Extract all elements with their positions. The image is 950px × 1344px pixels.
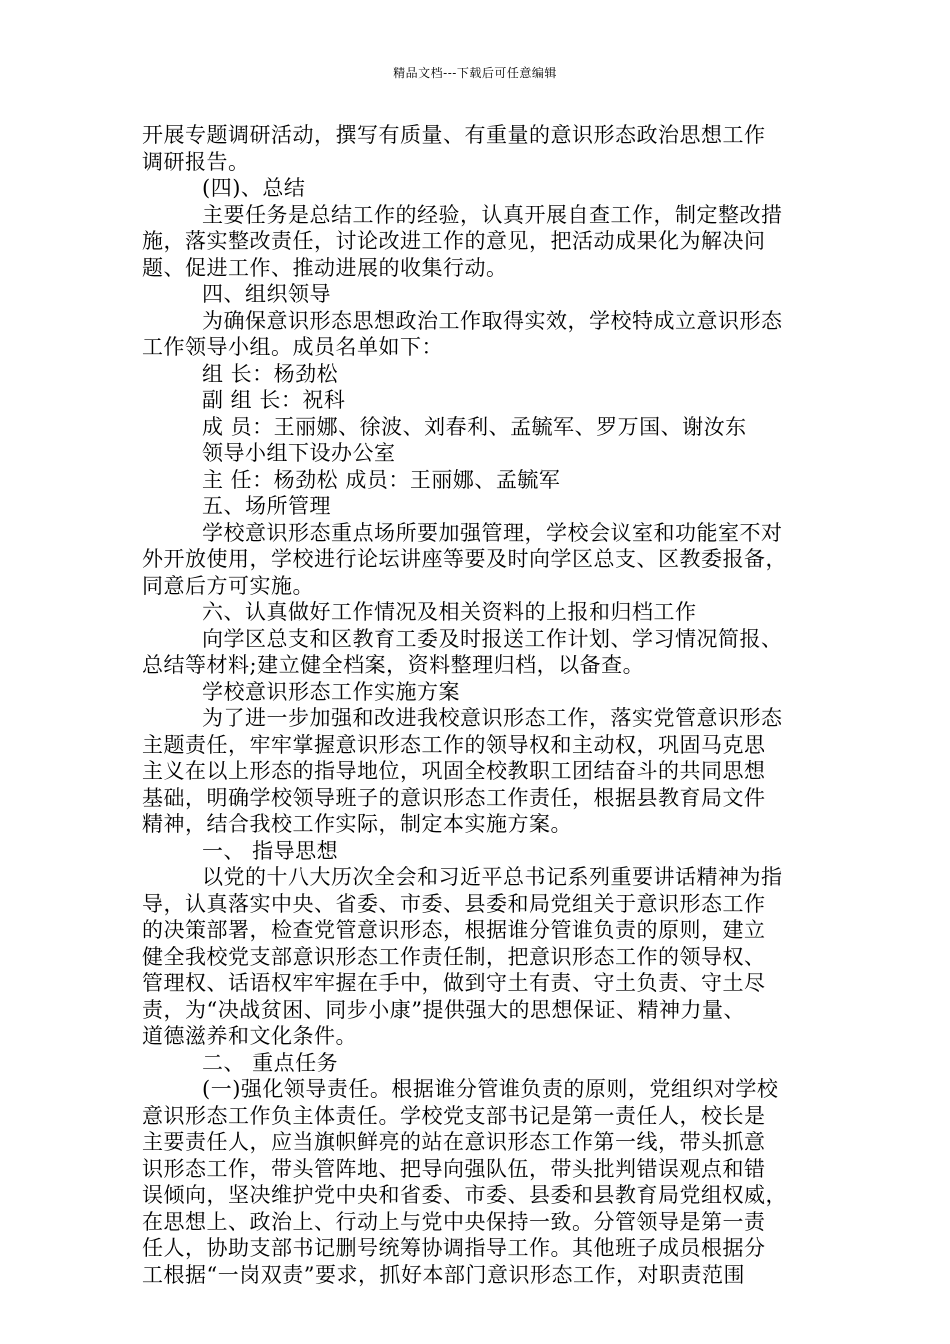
text-line: 六、认真做好工作情况及相关资料的上报和归档工作 <box>202 600 697 624</box>
text-line: 五、场所管理 <box>202 494 331 518</box>
text-line: 副 组 长：祝科 <box>202 388 346 412</box>
text-line: 调研报告。 <box>142 149 250 174</box>
text-line: 健全我校党支部意识形态工作责任制，把意识形态工作的领导权、 <box>142 944 766 969</box>
text-line: 为确保意识形态思想政治工作取得实效，学校特成立意识形态 <box>202 308 783 333</box>
text-line: 主要责任人，应当旗帜鲜亮的站在意识形态工作第一线，带头抓意 <box>142 1130 766 1154</box>
text-line: 以党的十八大历次全会和习近平总书记系列重要讲话精神为指 <box>202 865 783 889</box>
text-line: 导，认真落实中央、省委、市委、县委和局党组关于意识形态工作 <box>142 891 766 916</box>
text-line: 工根据“一岗双责”要求，抓好本部门意识形态工作，对职责范围 <box>142 1262 745 1287</box>
text-line: 施，落实整改责任，讨论改进工作的意见，把活动成果化为解决问 <box>142 229 766 253</box>
text-line: 主 任：杨劲松 成员：王丽娜、孟毓军 <box>202 467 561 492</box>
text-line: 成 员：王丽娜、徐波、刘春利、孟毓军、罗万国、谢汝东 <box>202 414 747 439</box>
text-line: (四)、总结 <box>202 176 306 200</box>
text-line: 基础，明确学校领导班子的意识形态工作责任，根据县教育局文件 <box>142 785 766 810</box>
text-line: 题、促进工作、推动进展的收集行动。 <box>142 255 508 280</box>
text-line: 工作领导小组。成员名单如下： <box>142 335 443 359</box>
text-line: 的决策部署，检查党管意识形态，根据谁分管谁负责的原则，建立 <box>142 918 766 942</box>
text-line: 任人，协助支部书记删号统筹协调指导工作。其他班子成员根据分 <box>142 1236 766 1260</box>
text-line: 开展专题调研活动，撰写有质量、有重量的意识形态政治思想工作 <box>142 123 766 147</box>
text-line: 主要任务是总结工作的经验，认真开展自查工作，制定整改措 <box>202 202 783 227</box>
text-line: 精神，结合我校工作实际，制定本实施方案。 <box>142 812 572 836</box>
text-line: 误倾向，坚决维护党中央和省委、市委、县委和县教育局党组权威， <box>142 1183 787 1207</box>
text-line: 学校意识形态重点场所要加强管理，学校会议室和功能室不对 <box>202 520 783 545</box>
text-line: 外开放使用，学校进行论坛讲座等要及时向学区总支、区教委报备， <box>142 547 787 571</box>
text-line: 学校意识形态工作实施方案 <box>202 679 460 704</box>
text-line: 在思想上、政治上、行动上与党中央保持一致。分管领导是第一责 <box>142 1209 766 1234</box>
text-line: 一、 指导思想 <box>202 838 339 863</box>
text-line: 组 长：杨劲松 <box>202 361 339 386</box>
text-line: 责，为“决战贫困、同步小康”提供强大的思想保证、精神力量、 <box>142 997 745 1022</box>
text-line: 领导小组下设办公室 <box>202 441 396 465</box>
page-header: 精品文档---下载后可任意编辑 <box>393 66 557 80</box>
text-line: 同意后方可实施。 <box>142 573 314 598</box>
text-line: 二、 重点任务 <box>202 1050 339 1075</box>
text-line: 管理权、话语权牢牢握在手中，做到守土有责、守土负责、守土尽 <box>142 971 766 995</box>
text-line: 道德滋养和文化条件。 <box>142 1024 357 1048</box>
text-line: (一)强化领导责任。根据谁分管谁负责的原则，党组织对学校 <box>202 1077 779 1101</box>
text-line: 意识形态工作负主体责任。学校党支部书记是第一责任人，校长是 <box>142 1103 766 1128</box>
text-line: 向学区总支和区教育工委及时报送工作计划、学习情况简报、 <box>202 626 783 651</box>
text-line: 四、组织领导 <box>202 282 331 306</box>
text-line: 主题责任，牢牢掌握意识形态工作的领导权和主动权，巩固马克思 <box>142 732 766 757</box>
text-line: 主义在以上形态的指导地位，巩固全校教职工团结奋斗的共同思想 <box>142 759 766 783</box>
text-line: 总结等材料;建立健全档案，资料整理归档，以备查。 <box>142 653 645 677</box>
text-line: 为了进一步加强和改进我校意识形态工作，落实党管意识形态 <box>202 706 783 730</box>
document-body <box>142 122 808 1288</box>
text-line: 识形态工作，带头管阵地、把导向强队伍，带头批判错误观点和错 <box>142 1156 766 1181</box>
